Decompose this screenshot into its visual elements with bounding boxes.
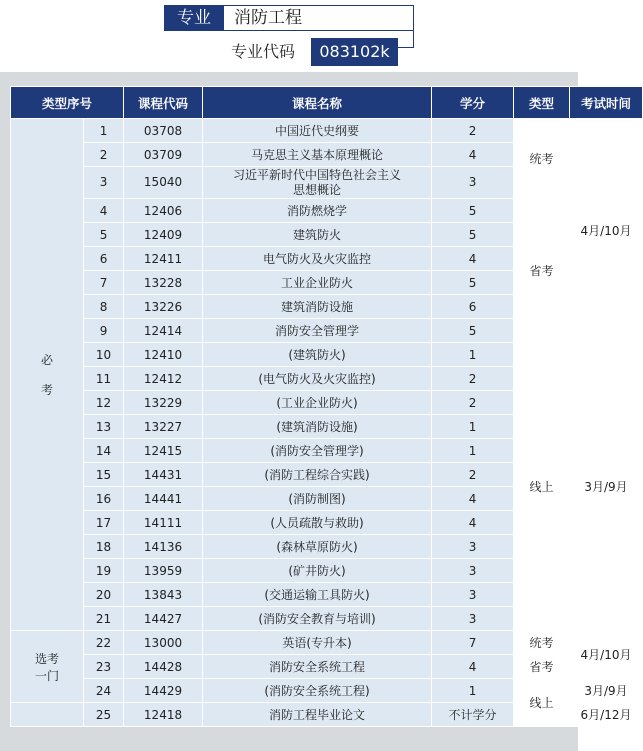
row-no: 8 (84, 295, 124, 319)
row-credit: 1 (432, 415, 514, 439)
row-code: 14428 (124, 655, 203, 679)
exam-time: 4月/10月 (570, 631, 643, 679)
row-credit: 2 (432, 463, 514, 487)
kind-unified: 统考 (514, 631, 570, 655)
row-code: 13959 (124, 559, 203, 583)
row-no: 15 (84, 463, 124, 487)
kind-online: 线上 (514, 679, 570, 727)
group-elective: 选考 一门 (11, 631, 84, 703)
row-no: 13 (84, 415, 124, 439)
exam-time: 6月/12月 (570, 703, 643, 727)
row-code: 13227 (124, 415, 203, 439)
row-no: 4 (84, 199, 124, 223)
table-row (11, 199, 643, 223)
row-code: 14111 (124, 511, 203, 535)
course-table (10, 86, 643, 727)
row-code: 14427 (124, 607, 203, 631)
table-header-row (11, 87, 643, 119)
exam-time: 4月/10月 (570, 119, 643, 343)
row-code: 13226 (124, 295, 203, 319)
row-code: 13229 (124, 391, 203, 415)
row-no: 5 (84, 223, 124, 247)
row-credit: 4 (432, 511, 514, 535)
row-name: 建筑消防设施 (203, 295, 432, 319)
row-code: 14429 (124, 679, 203, 703)
row-credit: 4 (432, 143, 514, 167)
row-name: (交通运输工具防火) (203, 583, 432, 607)
exam-time: 3月/9月 (570, 679, 643, 703)
major-name: 消防工程 (234, 8, 302, 28)
row-credit: 1 (432, 679, 514, 703)
row-no: 2 (84, 143, 124, 167)
row-name: (电气防火及火灾监控) (203, 367, 432, 391)
row-no: 14 (84, 439, 124, 463)
row-credit: 3 (432, 559, 514, 583)
col-header-code: 课程代码 (124, 87, 203, 119)
row-code: 15040 (124, 167, 203, 199)
row-name: (建筑防火) (203, 343, 432, 367)
col-header-kind: 类型 (514, 87, 570, 119)
row-credit: 1 (432, 343, 514, 367)
row-name: 电气防火及火灾监控 (203, 247, 432, 271)
table-row (11, 631, 643, 655)
row-code: 12412 (124, 367, 203, 391)
row-code: 12414 (124, 319, 203, 343)
row-name: 消防安全系统工程 (203, 655, 432, 679)
row-no: 7 (84, 271, 124, 295)
row-no: 3 (84, 167, 124, 199)
row-name: (建筑消防设施) (203, 415, 432, 439)
row-name: (消防安全管理学) (203, 439, 432, 463)
major-code-label: 专业代码 (231, 42, 296, 61)
row-code: 12418 (124, 703, 203, 727)
row-name: 英语(专升本) (203, 631, 432, 655)
row-credit: 3 (432, 167, 514, 199)
row-no: 12 (84, 391, 124, 415)
group-required: 必 考 (11, 119, 84, 631)
row-no: 25 (84, 703, 124, 727)
row-credit: 4 (432, 655, 514, 679)
row-credit: 5 (432, 223, 514, 247)
row-credit: 3 (432, 607, 514, 631)
row-code: 12415 (124, 439, 203, 463)
row-no: 19 (84, 559, 124, 583)
row-credit: 3 (432, 583, 514, 607)
col-header-seq: 类型序号 (11, 87, 124, 119)
row-code: 03709 (124, 143, 203, 167)
row-code: 14441 (124, 487, 203, 511)
row-name: (工业企业防火) (203, 391, 432, 415)
table-row (11, 343, 643, 367)
row-name: (消防安全教育与培训) (203, 607, 432, 631)
row-no: 17 (84, 511, 124, 535)
kind-unified: 统考 (514, 119, 570, 199)
row-no: 11 (84, 367, 124, 391)
connector-line (413, 30, 414, 48)
row-name: 消防燃烧学 (203, 199, 432, 223)
row-code: 12410 (124, 343, 203, 367)
row-code: 12406 (124, 199, 203, 223)
row-no: 22 (84, 631, 124, 655)
row-code: 13228 (124, 271, 203, 295)
row-code: 14136 (124, 535, 203, 559)
kind-online: 线上 (514, 343, 570, 631)
row-credit: 3 (432, 535, 514, 559)
table-row (11, 119, 643, 143)
row-credit: 2 (432, 119, 514, 143)
row-credit: 7 (432, 631, 514, 655)
table-row (11, 655, 643, 679)
row-no: 21 (84, 607, 124, 631)
major-code-value: 083102k (311, 38, 398, 66)
row-name: (矿井防火) (203, 559, 432, 583)
row-code: 03708 (124, 119, 203, 143)
row-name: 中国近代史纲要 (203, 119, 432, 143)
row-code: 13843 (124, 583, 203, 607)
row-name: (消防制图) (203, 487, 432, 511)
col-header-credit: 学分 (432, 87, 514, 119)
row-name: 消防工程毕业论文 (203, 703, 432, 727)
row-credit: 1 (432, 439, 514, 463)
row-name: (消防安全系统工程) (203, 679, 432, 703)
row-credit: 2 (432, 391, 514, 415)
row-no: 16 (84, 487, 124, 511)
row-no: 18 (84, 535, 124, 559)
row-code: 14431 (124, 463, 203, 487)
col-header-time: 考试时间 (570, 87, 643, 119)
row-credit: 5 (432, 271, 514, 295)
row-no: 6 (84, 247, 124, 271)
row-name: 建筑防火 (203, 223, 432, 247)
row-code: 12411 (124, 247, 203, 271)
table-row (11, 679, 643, 703)
row-no: 1 (84, 119, 124, 143)
connector-line (398, 47, 414, 48)
row-name: (森林草原防火) (203, 535, 432, 559)
header (0, 0, 578, 72)
row-name: 习近平新时代中国特色社会主义 思想概论 (203, 167, 432, 199)
row-name: 工业企业防火 (203, 271, 432, 295)
row-name: 马克思主义基本原理概论 (203, 143, 432, 167)
row-no: 10 (84, 343, 124, 367)
row-code: 12409 (124, 223, 203, 247)
row-credit: 4 (432, 247, 514, 271)
row-code: 13000 (124, 631, 203, 655)
kind-provincial: 省考 (514, 199, 570, 343)
row-no: 20 (84, 583, 124, 607)
row-no: 9 (84, 319, 124, 343)
row-credit: 不计学分 (432, 703, 514, 727)
row-credit: 2 (432, 367, 514, 391)
row-credit: 5 (432, 199, 514, 223)
row-no: 24 (84, 679, 124, 703)
row-name: (人员疏散与救助) (203, 511, 432, 535)
major-tag: 专业 (164, 5, 224, 31)
row-credit: 6 (432, 295, 514, 319)
row-no: 23 (84, 655, 124, 679)
col-header-name: 课程名称 (203, 87, 432, 119)
row-name: 消防安全管理学 (203, 319, 432, 343)
row-credit: 4 (432, 487, 514, 511)
row-name: (消防工程综合实践) (203, 463, 432, 487)
kind-provincial: 省考 (514, 655, 570, 679)
row-credit: 5 (432, 319, 514, 343)
exam-time: 3月/9月 (570, 343, 643, 631)
